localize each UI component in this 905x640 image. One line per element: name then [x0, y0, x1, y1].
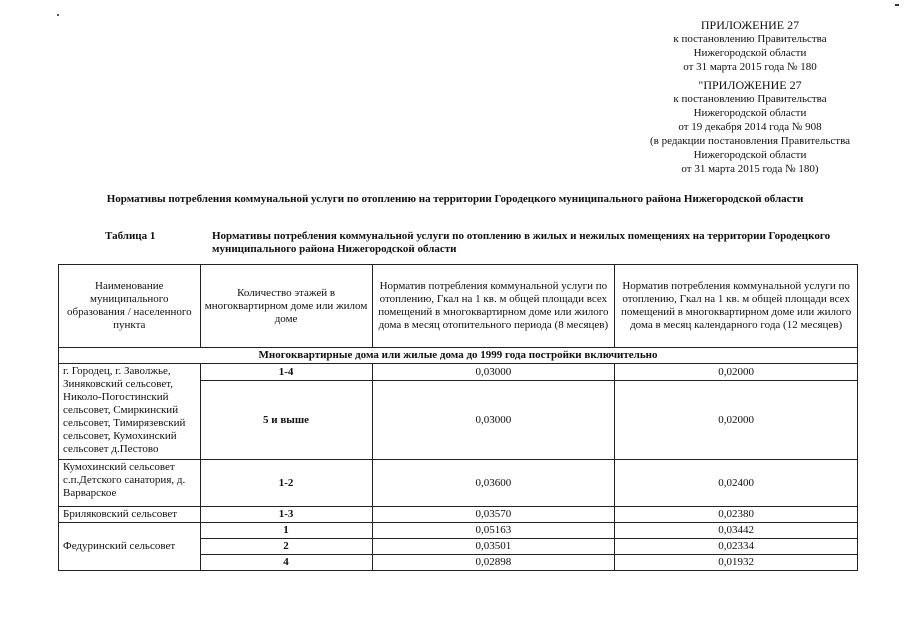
appendix-line: от 19 декабря 2014 года № 908 — [678, 121, 822, 133]
appendix-title: ПРИЛОЖЕНИЕ 27 — [700, 18, 800, 32]
section-title: Многоквартирные дома или жилые дома до 1999 года постройки включительно — [59, 348, 858, 364]
appendix-current-header — [600, 18, 900, 176]
year-norm-cell: 0,02400 — [615, 460, 858, 507]
appendix-line: к постановлению Правительства — [673, 93, 827, 105]
municipality-cell: Кумохинский сельсовет с.п.Детского санатория, д. Варварское — [59, 460, 201, 507]
header-floors: Количество этажей в многоквартирном доме или жилом доме — [200, 265, 372, 348]
year-norm-cell: 0,01932 — [615, 555, 858, 571]
appendix-line: Нижегородской области — [693, 149, 807, 161]
municipality-cell: г. Городец, г. Заволжье, Зиняковский сельсовет, Николо-Погостинский сельсовет, Смиркинский сельсовет, Тимирязевский сельсовет, Кумохинский сельсовет д.Пестово — [59, 364, 201, 460]
scan-speck — [895, 4, 899, 6]
table-label: Таблица 1 — [105, 230, 156, 242]
appendix-previous-title: "ПРИЛОЖЕНИЕ 27 — [698, 78, 802, 92]
appendix-line: Нижегородской области — [693, 47, 807, 59]
appendix-line: (в редакции постановления Правительства — [649, 135, 851, 147]
municipality-cell: Федуринский сельсовет — [59, 523, 201, 571]
municipality-cell: Бриляковский сельсовет — [59, 507, 201, 523]
floors-cell: 5 и выше — [200, 381, 372, 460]
floors-cell: 1-2 — [200, 460, 372, 507]
scan-speck — [57, 14, 59, 16]
appendix-line: от 31 марта 2015 года № 180 — [683, 61, 817, 73]
document-title: Нормативы потребления коммунальной услуги по отоплению на территории Городецкого муниципального района Нижегородской области — [106, 193, 804, 205]
floors-cell: 2 — [200, 539, 372, 555]
floors-cell: 1-4 — [200, 364, 372, 381]
year-norm-cell: 0,02000 — [615, 364, 858, 381]
heating-norm-cell: 0,05163 — [372, 523, 615, 539]
year-norm-cell: 0,03442 — [615, 523, 858, 539]
table-row — [59, 364, 858, 381]
table-row — [59, 507, 858, 523]
floors-cell: 1 — [200, 523, 372, 539]
year-norm-cell: 0,02334 — [615, 539, 858, 555]
heating-norm-cell: 0,03000 — [372, 364, 615, 381]
floors-cell: 1-3 — [200, 507, 372, 523]
heating-norm-cell: 0,03000 — [372, 381, 615, 460]
header-norm-heating-period: Норматив потребления коммунальной услуги по отоплению, Гкал на 1 кв. м общей площади всех помещений в многоквартирном доме или жилого дома в месяц отопительного периода (8 месяцев) — [372, 265, 615, 348]
appendix-line: Нижегородской области — [693, 107, 807, 119]
year-norm-cell: 0,02380 — [615, 507, 858, 523]
appendix-line: от 31 марта 2015 года № 180) — [681, 163, 819, 175]
heating-norm-cell: 0,03570 — [372, 507, 615, 523]
table-row — [59, 523, 858, 539]
table-caption: Нормативы потребления коммунальной услуги по отоплению в жилых и нежилых помещениях на территории Городецкого муниципального района Нижегородской области — [212, 230, 831, 255]
heating-norm-cell: 0,02898 — [372, 555, 615, 571]
section-row — [59, 348, 858, 364]
table-header-row — [59, 265, 858, 348]
floors-cell: 4 — [200, 555, 372, 571]
norms-table — [58, 264, 858, 571]
heating-norm-cell: 0,03501 — [372, 539, 615, 555]
heating-norm-cell: 0,03600 — [372, 460, 615, 507]
header-norm-calendar-year: Норматив потребления коммунальной услуги по отоплению, Гкал на 1 кв. м общей площади всех помещений в многоквартирном доме или жилого дома в месяц календарного года (12 месяцев) — [615, 265, 858, 348]
table-row — [59, 460, 858, 507]
year-norm-cell: 0,02000 — [615, 381, 858, 460]
appendix-line: к постановлению Правительства — [673, 33, 827, 45]
header-municipality: Наименование муниципального образования / населенного пункта — [59, 265, 201, 348]
